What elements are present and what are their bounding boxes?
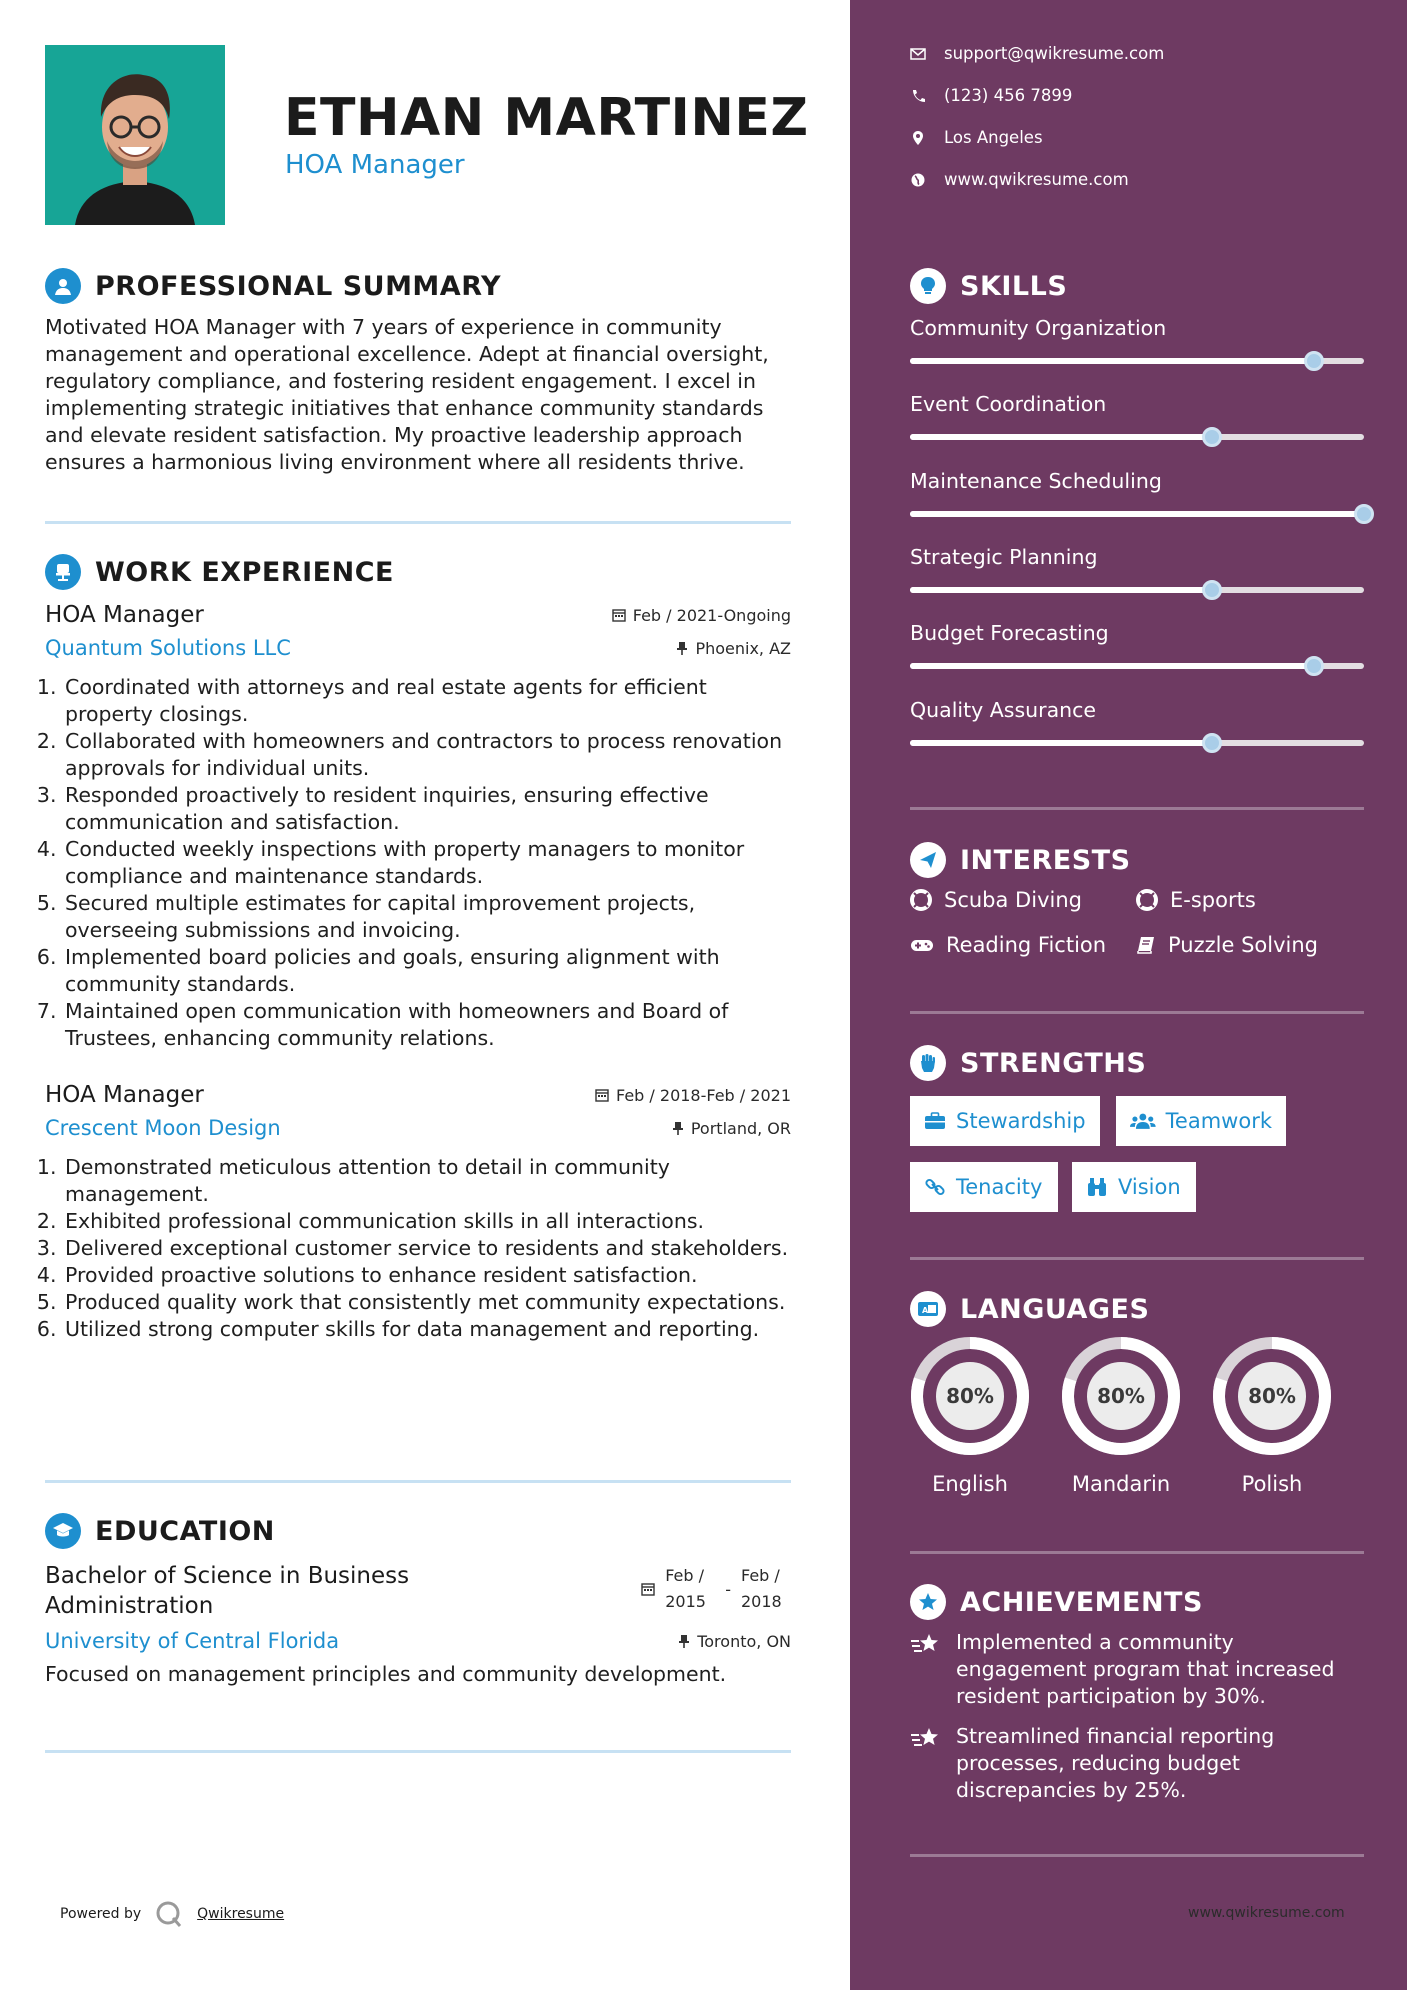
duty-list xyxy=(45,674,791,1052)
footer-powered-by xyxy=(60,1900,284,1928)
education-header xyxy=(45,1561,791,1621)
job-dates-text: Feb / 2018-Feb / 2021 xyxy=(616,1085,791,1105)
divider xyxy=(45,521,791,524)
lifebuoy-icon xyxy=(910,889,932,911)
job-location-text: Portland, OR xyxy=(690,1118,791,1138)
powered-by-label: Powered by xyxy=(60,1906,142,1922)
section-title: EDUCATION xyxy=(95,1515,275,1547)
list-item: 4. Conducted weekly inspections with property managers to monitor compliance and maintenance standards. xyxy=(63,836,791,890)
map-marker-icon xyxy=(910,130,926,146)
skill-slider xyxy=(910,434,1364,440)
contact-phone[interactable] xyxy=(910,86,1072,105)
graduation-cap-icon xyxy=(45,1513,81,1549)
divider xyxy=(45,1750,791,1753)
list-item: 7. Maintained open communication with homeowners and Board of Trustees, enhancing community relations. xyxy=(63,998,791,1052)
shooting-star-icon xyxy=(910,1631,942,1659)
language-level-label: 80% xyxy=(1248,1384,1296,1408)
star-badge-icon xyxy=(910,1584,946,1620)
job-entry xyxy=(45,1082,791,1343)
skill-item xyxy=(910,621,1364,669)
list-item: 5. Produced quality work that consistently met community expectations. xyxy=(63,1289,791,1316)
interest-label: Scuba Diving xyxy=(944,888,1082,912)
education-start: Feb / 2015 xyxy=(665,1566,706,1611)
skill-knob xyxy=(1304,656,1324,676)
divider xyxy=(910,1551,1364,1554)
skill-name: Event Coordination xyxy=(910,392,1107,416)
contact-website[interactable] xyxy=(910,170,1129,189)
calendar-icon xyxy=(595,1088,609,1102)
skill-slider xyxy=(910,358,1364,364)
divider xyxy=(910,807,1364,810)
list-item: 3. Delivered exceptional customer service to residents and stakeholders. xyxy=(63,1235,791,1262)
education-dates xyxy=(641,1563,791,1615)
achievement-text: Implemented a community engagement program that increased resident participation by 30%. xyxy=(956,1630,1335,1708)
paper-plane-icon xyxy=(910,842,946,878)
skill-knob xyxy=(1202,427,1222,447)
qwikresume-link[interactable]: Qwikresume xyxy=(197,1906,285,1922)
skill-name: Quality Assurance xyxy=(910,698,1097,722)
lightbulb-icon xyxy=(910,268,946,304)
contact-location-text: Los Angeles xyxy=(944,128,1043,147)
skill-fill xyxy=(910,587,1212,593)
job-dates-text: Feb / 2021-Ongoing xyxy=(632,605,791,625)
list-item: 2. Exhibited professional communication skills in all interactions. xyxy=(63,1208,791,1235)
pin-icon xyxy=(678,1634,690,1648)
svg-text:A: A xyxy=(922,1306,929,1315)
list-item: 1. Demonstrated meticulous attention to detail in community management. xyxy=(63,1154,791,1208)
language-name: English xyxy=(932,1472,1008,1496)
profile-photo xyxy=(45,45,225,225)
achievement-item xyxy=(910,1629,1364,1710)
languages-heading xyxy=(910,1289,1149,1329)
experience-heading xyxy=(45,552,791,592)
job-location xyxy=(676,639,791,658)
education-description: Focused on management principles and community development. xyxy=(45,1662,727,1686)
gamepad-icon xyxy=(910,937,934,953)
interests-heading xyxy=(910,840,1131,880)
language-ring xyxy=(1061,1336,1181,1456)
list-item: 6. Utilized strong computer skills for data management and reporting. xyxy=(63,1316,791,1343)
language-level-label: 80% xyxy=(1097,1384,1145,1408)
education-location-text: Toronto, ON xyxy=(697,1631,791,1651)
strength-tag xyxy=(910,1162,1058,1212)
skill-item xyxy=(910,316,1364,364)
interest-label: E-sports xyxy=(1170,888,1256,912)
skill-slider xyxy=(910,740,1364,746)
education-heading xyxy=(45,1511,791,1551)
strength-tag xyxy=(1116,1096,1286,1146)
list-item: 5. Secured multiple estimates for capital improvement projects, overseeing submissions and invoicing. xyxy=(63,890,791,944)
job-subheader xyxy=(45,1116,791,1140)
skill-knob xyxy=(1202,733,1222,753)
summary-heading xyxy=(45,266,791,306)
strength-tag xyxy=(1072,1162,1196,1212)
section-title: LANGUAGES xyxy=(960,1293,1150,1325)
qwikresume-logo-icon xyxy=(155,1900,183,1928)
education-entry xyxy=(45,1561,791,1688)
interest-label: Reading Fiction xyxy=(946,933,1107,957)
candidate-name: ETHAN MARTINEZ xyxy=(284,88,809,148)
duty-list xyxy=(45,1154,791,1343)
briefcase-icon xyxy=(924,1112,946,1130)
contact-email[interactable] xyxy=(910,44,1164,63)
skill-name: Strategic Planning xyxy=(910,545,1098,569)
company-name: Quantum Solutions LLC xyxy=(45,636,291,660)
globe-icon xyxy=(910,172,926,188)
candidate-title: HOA Manager xyxy=(285,150,465,180)
skill-fill xyxy=(910,434,1212,440)
interest-label: Puzzle Solving xyxy=(1168,933,1318,957)
skill-item xyxy=(910,545,1364,593)
list-item: 2. Collaborated with homeowners and contractors to process renovation approvals for individual units. xyxy=(63,728,791,782)
avatar xyxy=(45,45,225,225)
calendar-icon xyxy=(641,1582,655,1596)
contact-location xyxy=(910,128,1043,147)
summary-text: Motivated HOA Manager with 7 years of experience in community management and operational excellence. Adept at financial oversight, regulatory compliance, and fostering resident engagement. I excel in implementing strategic initiatives that enhance community standards and elevate resident satisfaction. My proactive leadership approach ensures a harmonious living environment where all residents thrive. xyxy=(45,315,769,474)
contact-phone-text: (123) 456 7899 xyxy=(944,86,1073,105)
job-subheader xyxy=(45,636,791,660)
interest-item xyxy=(1136,888,1256,912)
users-icon xyxy=(1130,1112,1156,1130)
achievements-heading xyxy=(910,1582,1203,1622)
divider xyxy=(910,1257,1364,1260)
skill-name: Community Organization xyxy=(910,316,1167,340)
divider xyxy=(910,1011,1364,1014)
phone-icon xyxy=(910,89,926,103)
interest-item xyxy=(910,933,1106,957)
section-title: PROFESSIONAL SUMMARY xyxy=(95,270,502,302)
section-title: INTERESTS xyxy=(960,844,1131,876)
pin-icon xyxy=(676,641,688,655)
section-title: SKILLS xyxy=(960,270,1068,302)
education-end: Feb / 2018 xyxy=(741,1566,782,1611)
education-location xyxy=(678,1632,791,1651)
skill-fill xyxy=(910,740,1212,746)
section-title: WORK EXPERIENCE xyxy=(95,556,394,588)
skill-fill xyxy=(910,663,1314,669)
language-item xyxy=(910,1336,1030,1496)
job-dates xyxy=(595,1086,791,1105)
job-location-text: Phoenix, AZ xyxy=(695,638,791,658)
lifebuoy-icon xyxy=(1136,889,1158,911)
job-dates xyxy=(612,606,791,625)
list-item: 3. Responded proactively to resident inquiries, ensuring effective communication and satisfaction. xyxy=(63,782,791,836)
date-separator: - xyxy=(725,1579,731,1599)
summary-section xyxy=(45,266,791,476)
link-icon xyxy=(924,1176,946,1198)
list-item: 4. Provided proactive solutions to enhance resident satisfaction. xyxy=(63,1262,791,1289)
skill-knob xyxy=(1202,580,1222,600)
job-location xyxy=(672,1119,791,1138)
strength-label: Vision xyxy=(1118,1175,1181,1199)
skill-name: Budget Forecasting xyxy=(910,621,1109,645)
job-title: HOA Manager xyxy=(45,1082,204,1108)
fist-icon xyxy=(910,1045,946,1081)
strength-tag xyxy=(910,1096,1100,1146)
skill-name: Maintenance Scheduling xyxy=(910,469,1162,493)
skill-item xyxy=(910,698,1364,746)
company-name: Crescent Moon Design xyxy=(45,1116,281,1140)
school-name: University of Central Florida xyxy=(45,1629,340,1653)
user-icon xyxy=(45,268,81,304)
language-ring xyxy=(1212,1336,1332,1456)
shooting-star-icon xyxy=(910,1725,942,1753)
strength-label: Teamwork xyxy=(1165,1109,1272,1133)
interest-item xyxy=(1136,933,1318,957)
education-subheader xyxy=(45,1629,791,1653)
job-title: HOA Manager xyxy=(45,602,204,628)
chair-icon xyxy=(45,554,81,590)
calendar-icon xyxy=(612,608,626,622)
strength-label: Stewardship xyxy=(956,1109,1086,1133)
footer-website[interactable]: www.qwikresume.com xyxy=(1188,1905,1345,1921)
language-ring xyxy=(910,1336,1030,1456)
section-title: ACHIEVEMENTS xyxy=(960,1586,1203,1618)
job-header xyxy=(45,602,791,628)
divider xyxy=(45,1480,791,1483)
skill-slider xyxy=(910,587,1364,593)
interest-item xyxy=(910,888,1082,912)
skill-fill xyxy=(910,358,1314,364)
skill-knob xyxy=(1304,351,1324,371)
language-name: Polish xyxy=(1241,1472,1303,1496)
skill-slider xyxy=(910,663,1364,669)
strengths-heading xyxy=(910,1043,1146,1083)
envelope-icon xyxy=(910,47,926,61)
education-section xyxy=(45,1511,791,1688)
pin-icon xyxy=(672,1121,684,1135)
skill-item xyxy=(910,469,1364,517)
skill-slider xyxy=(910,511,1364,517)
language-item xyxy=(1212,1336,1332,1496)
list-item: 1. Coordinated with attorneys and real estate agents for efficient property closings. xyxy=(63,674,791,728)
skill-item xyxy=(910,392,1364,440)
experience-section xyxy=(45,552,791,1343)
list-item: 6. Implemented board policies and goals, ensuring alignment with community standards. xyxy=(63,944,791,998)
achievement-item xyxy=(910,1723,1364,1804)
binoculars-icon xyxy=(1086,1177,1108,1197)
language-level-label: 80% xyxy=(946,1384,994,1408)
job-header xyxy=(45,1082,791,1108)
skill-knob xyxy=(1354,504,1374,524)
contact-email-text: support@qwikresume.com xyxy=(944,44,1165,63)
contact-website-text: www.qwikresume.com xyxy=(944,170,1129,189)
section-title: STRENGTHS xyxy=(960,1047,1147,1079)
translate-icon xyxy=(910,1291,946,1327)
skill-fill xyxy=(910,511,1364,517)
language-item xyxy=(1061,1336,1181,1496)
achievement-text: Streamlined financial reporting processes, reducing budget discrepancies by 25%. xyxy=(956,1724,1275,1802)
language-name: Mandarin xyxy=(1071,1472,1171,1496)
skills-heading xyxy=(910,266,1067,306)
job-entry xyxy=(45,602,791,1052)
degree-title: Bachelor of Science in Business Administration xyxy=(45,1563,410,1619)
strength-label: Tenacity xyxy=(956,1175,1043,1199)
book-icon xyxy=(1136,935,1156,955)
divider xyxy=(910,1854,1364,1857)
